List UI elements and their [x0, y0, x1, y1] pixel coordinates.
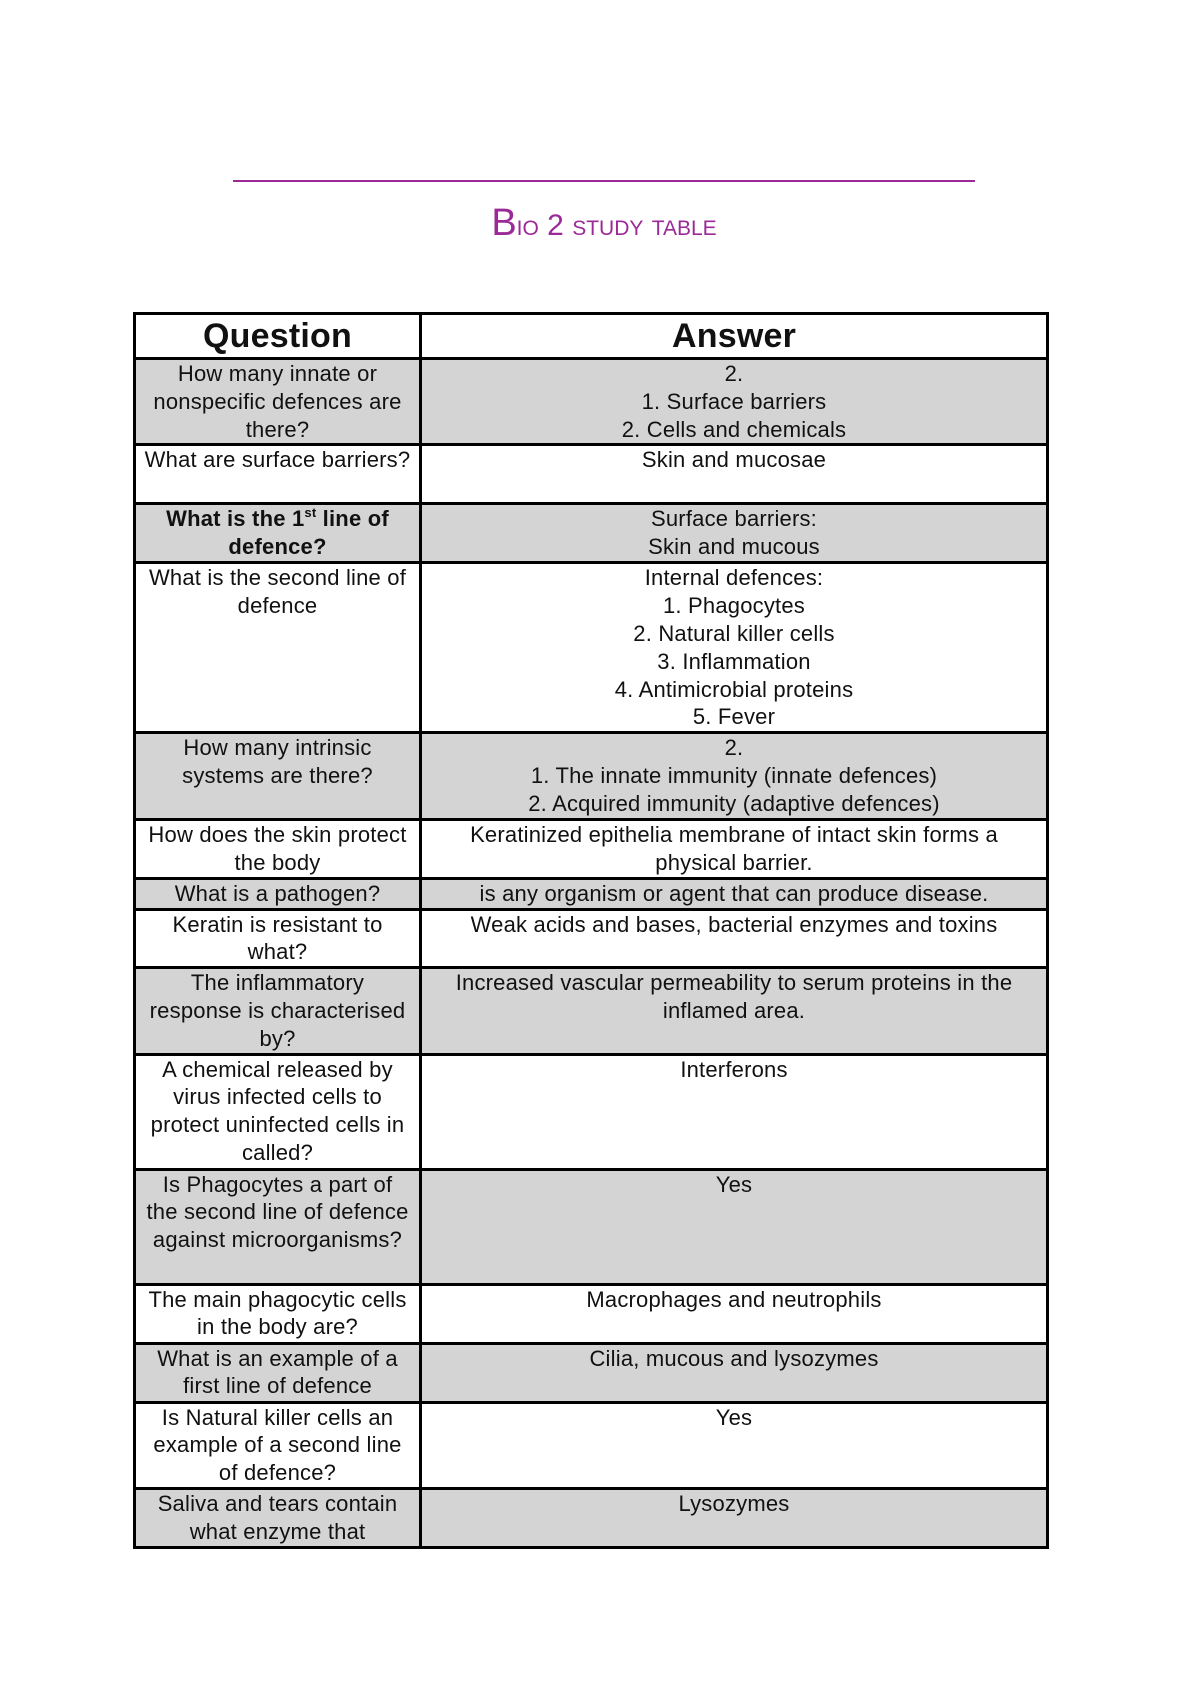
answer-line: 2. Natural killer cells [633, 620, 835, 646]
answer-line: Weak acids and bases, bacterial enzymes and toxins [470, 911, 998, 937]
page-title-initial: B [491, 202, 517, 244]
question-cell [135, 1402, 421, 1488]
question-text: A chemical released by virus infected cells to protect uninfected cells in called? [150, 1056, 405, 1165]
page-title [233, 202, 975, 245]
table-row [135, 1402, 1048, 1488]
answer-header: Answer [421, 314, 1048, 359]
answer-line: Macrophages and neutrophils [586, 1286, 882, 1312]
answer-line: 1. Surface barriers [641, 388, 827, 414]
answer-line: 1. The innate immunity (innate defences) [530, 763, 938, 789]
answer-cell [421, 909, 1048, 968]
table-row [135, 1169, 1048, 1284]
page-title-rest: io 2 study table [516, 209, 717, 242]
table-row [135, 359, 1048, 445]
question-text: The inflammatory response is characterised by? [149, 970, 406, 1051]
answer-line: 2. [724, 735, 744, 761]
answer-cell [421, 359, 1048, 445]
table-row [135, 504, 1048, 563]
answer-cell [421, 1488, 1048, 1547]
answer-cell [421, 968, 1048, 1054]
question-header: Question [135, 314, 421, 359]
table-row [135, 733, 1048, 819]
question-text: What is the second line of defence [148, 565, 407, 619]
question-text: What is an example of a first line of defence [157, 1345, 398, 1399]
answer-cell [421, 504, 1048, 563]
answer-cell [421, 733, 1048, 819]
answer-line: Yes [715, 1404, 753, 1430]
answer-cell [421, 1402, 1048, 1488]
answer-line: Skin and mucous [648, 534, 820, 560]
answer-line: 2. Cells and chemicals [621, 416, 847, 442]
question-cell [135, 733, 421, 819]
question-text: The main phagocytic cells in the body are? [148, 1286, 407, 1340]
answer-line: Cilia, mucous and lysozymes [589, 1345, 879, 1371]
answer-cell [421, 1054, 1048, 1169]
question-text: Is Natural killer cells an example of a second line of defence? [153, 1404, 402, 1486]
answer-cell [421, 445, 1048, 504]
question-cell [135, 1054, 421, 1169]
question-text: Is Phagocytes a part of the second line of defence against microorganisms? [146, 1171, 409, 1253]
answer-line: 1. Phagocytes [662, 593, 806, 619]
answer-line: Surface barriers: [650, 506, 817, 532]
ordinal-suffix: st [304, 505, 317, 521]
answer-line: Internal defences: [644, 565, 824, 591]
question-cell [135, 878, 421, 909]
answer-line: 2. [724, 361, 744, 386]
table-row [135, 1343, 1048, 1402]
answer-line: 3. Inflammation [657, 648, 811, 674]
question-text-cont: line of defence? [228, 506, 389, 560]
table-row [135, 878, 1048, 909]
question-cell [135, 1284, 421, 1343]
question-cell [135, 445, 421, 504]
answer-line: 4. Antimicrobial proteins [614, 676, 854, 702]
answer-line: Interferons [680, 1056, 788, 1082]
table-row [135, 968, 1048, 1054]
question-text: How many intrinsic systems are there? [182, 735, 373, 789]
question-text: How does the skin protect the body [148, 821, 407, 875]
question-cell [135, 909, 421, 968]
question-text: How many innate or nonspecific defences are there? [153, 361, 402, 442]
question-text: Keratin is resistant to what? [172, 911, 383, 965]
answer-line: Skin and mucosae [641, 447, 827, 473]
question-cell [135, 968, 421, 1054]
answer-line: is any organism or agent that can produce disease. [479, 880, 989, 906]
answer-cell [421, 819, 1048, 878]
table-row [135, 819, 1048, 878]
question-text: Saliva and tears contain what enzyme that [157, 1490, 398, 1544]
question-cell [135, 1343, 421, 1402]
question-cell [135, 1169, 421, 1284]
answer-line: 2. Acquired immunity (adaptive defences) [528, 790, 940, 816]
question-cell [135, 819, 421, 878]
answer-line: Yes [715, 1171, 753, 1197]
answer-cell [421, 1169, 1048, 1284]
answer-line: 5. Fever [692, 704, 776, 730]
question-cell [135, 359, 421, 445]
question-text: What is the 1 [166, 506, 305, 532]
table-row [135, 1054, 1048, 1169]
question-text: What are surface barriers? [144, 447, 411, 473]
answer-cell [421, 1284, 1048, 1343]
study-table [133, 312, 1049, 1549]
answer-cell [421, 878, 1048, 909]
question-text: What is a pathogen? [174, 880, 381, 906]
table-row [135, 445, 1048, 504]
question-cell [135, 504, 421, 563]
answer-line: Keratinized epithelia membrane of intact skin forms a physical barrier. [470, 821, 998, 875]
table-row [135, 563, 1048, 733]
question-cell [135, 563, 421, 733]
table-row [135, 1284, 1048, 1343]
table-row [135, 1488, 1048, 1547]
answer-cell [421, 1343, 1048, 1402]
answer-line: Increased vascular permeability to serum proteins in the inflamed area. [455, 970, 1013, 1023]
table-row [135, 909, 1048, 968]
answer-line: Lysozymes [678, 1490, 790, 1516]
title-rule [233, 180, 975, 182]
answer-cell [421, 563, 1048, 733]
question-cell [135, 1488, 421, 1547]
table-header-row [135, 314, 1048, 359]
